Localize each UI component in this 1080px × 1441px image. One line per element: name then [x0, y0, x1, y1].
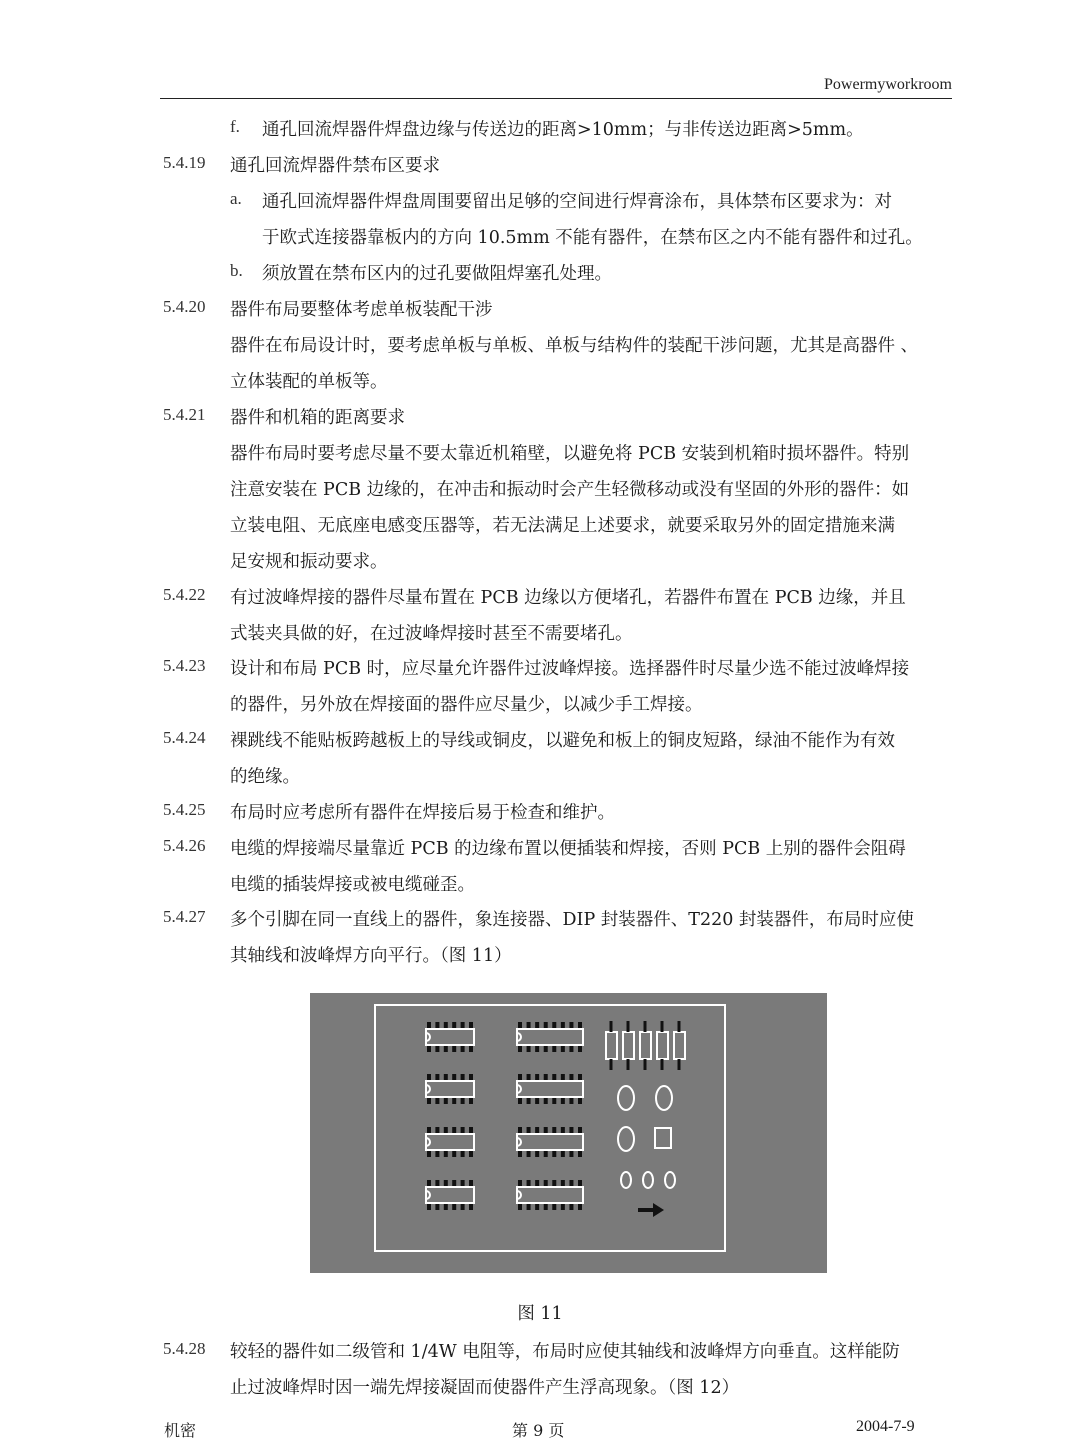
- dip-pin: [435, 1098, 439, 1104]
- dip-pin: [569, 1046, 573, 1052]
- dip-pin: [544, 1127, 548, 1133]
- dip-pin: [544, 1151, 548, 1157]
- dip-pin: [552, 1180, 556, 1186]
- paragraph-line: 立装电阻、无底座电感变压器等，若无法满足上述要求，就要采取另外的固定措施来满: [230, 516, 895, 536]
- paragraph-line: 止过波峰焊时因一端先焊接凝固而使器件产生浮高现象。（图 12）: [230, 1378, 740, 1398]
- dip-package-body: [517, 1134, 583, 1150]
- dip-pin: [569, 1127, 573, 1133]
- dip-pin: [427, 1204, 431, 1210]
- dip-pin: [469, 1022, 473, 1028]
- dip-pin: [444, 1204, 448, 1210]
- dip-pin: [461, 1074, 465, 1080]
- dip-pin: [561, 1127, 565, 1133]
- item-letter: a.: [230, 189, 242, 208]
- dip-pin: [527, 1022, 531, 1028]
- dip-pin: [527, 1127, 531, 1133]
- dip-pin: [527, 1074, 531, 1080]
- paragraph-line: 较轻的器件如二级管和 1/4W 电阻等，布局时应使其轴线和波峰焊方向垂直。这样能防: [230, 1342, 900, 1362]
- dip-pin: [427, 1098, 431, 1104]
- dip-pin: [552, 1204, 556, 1210]
- dip-pin: [578, 1046, 582, 1052]
- dip-pin: [452, 1127, 456, 1133]
- paragraph-line: 裸跳线不能贴板跨越板上的导线或铜皮，以避免和板上的铜皮短路，绿油不能作为有效: [230, 731, 895, 751]
- dip-pin: [461, 1127, 465, 1133]
- dip-packages: [426, 1022, 583, 1210]
- pcb-layout-illustration: [310, 993, 827, 1273]
- footer-date: 2004-7-9: [856, 1418, 915, 1435]
- dip-pin: [444, 1098, 448, 1104]
- dip-pin: [427, 1127, 431, 1133]
- dip-pin: [561, 1180, 565, 1186]
- dip-pin: [527, 1180, 531, 1186]
- paragraph-line: 布局时应考虑所有器件在焊接后易于检查和维护。: [230, 803, 615, 823]
- dip-pin: [469, 1098, 473, 1104]
- paragraph-line: 设计和布局 PCB 时，应尽量允许器件过波峰焊接。选择器件时尽量少选不能过波峰焊接: [230, 659, 910, 679]
- paragraph-line: 多个引脚在同一直线上的器件，象连接器、DIP 封装器件、T220 封装器件，布局时应使: [230, 910, 914, 930]
- dip-pin: [518, 1074, 522, 1080]
- dip-pin: [518, 1046, 522, 1052]
- dip-pin: [569, 1022, 573, 1028]
- dip-pin: [544, 1022, 548, 1028]
- dip-pin: [561, 1046, 565, 1052]
- dip-package-body: [517, 1081, 583, 1097]
- dip-pin: [469, 1151, 473, 1157]
- paragraph-line: 注意安装在 PCB 边缘的，在冲击和振动时会产生轻微移动或没有坚固的外形的器件：如: [230, 480, 910, 500]
- dip-package-body: [426, 1081, 474, 1097]
- dip-pin: [469, 1204, 473, 1210]
- dip-pin: [569, 1074, 573, 1080]
- section-heading: 器件布局要整体考虑单板装配干涉: [230, 300, 493, 320]
- dip-pin: [527, 1098, 531, 1104]
- section-number: 5.4.21: [163, 405, 206, 424]
- dip-pin: [578, 1151, 582, 1157]
- dip-pin: [461, 1022, 465, 1028]
- dip-pin: [569, 1204, 573, 1210]
- dip-pin: [535, 1151, 539, 1157]
- dip-package-body: [426, 1029, 474, 1045]
- dip-pin: [444, 1127, 448, 1133]
- dip-pin: [552, 1098, 556, 1104]
- item-letter: b.: [230, 261, 243, 280]
- dip-pin: [444, 1074, 448, 1080]
- dip-pin: [518, 1098, 522, 1104]
- dip-pin: [444, 1046, 448, 1052]
- item-text: 通孔回流焊器件焊盘周围要留出足够的空间进行焊膏涂布，具体禁布区要求为：对: [262, 192, 892, 212]
- dip-pin: [535, 1204, 539, 1210]
- paragraph-line: 式装夹具做的好，在过波峰焊接时甚至不需要堵孔。: [230, 624, 633, 644]
- dip-pin: [569, 1151, 573, 1157]
- item-text: 须放置在禁布区内的过孔要做阻焊塞孔处理。: [262, 264, 612, 284]
- dip-pin: [561, 1204, 565, 1210]
- dip-pin: [469, 1127, 473, 1133]
- section-heading: 器件和机箱的距离要求: [230, 408, 405, 428]
- dip-pin: [578, 1180, 582, 1186]
- dip-package-body: [426, 1187, 474, 1203]
- dip-package-body: [517, 1187, 583, 1203]
- paragraph-line: 的绝缘。: [230, 767, 300, 787]
- section-heading: 通孔回流焊器件禁布区要求: [230, 156, 440, 176]
- paragraph-line: 电缆的焊接端尽量靠近 PCB 的边缘布置以便插装和焊接，否则 PCB 上别的器件会阻碍: [230, 839, 906, 859]
- dip-pin: [435, 1046, 439, 1052]
- dip-pin: [552, 1022, 556, 1028]
- dip-pin: [544, 1204, 548, 1210]
- dip-package-body: [426, 1134, 474, 1150]
- paragraph-line: 电缆的插装焊接或被电缆碰歪。: [230, 875, 475, 895]
- dip-pin: [527, 1046, 531, 1052]
- section-number: 5.4.26: [163, 836, 206, 855]
- dip-pin: [552, 1127, 556, 1133]
- dip-pin: [435, 1022, 439, 1028]
- section-number: 5.4.20: [163, 297, 206, 316]
- section-number: 5.4.28: [163, 1339, 206, 1358]
- dip-pin: [469, 1046, 473, 1052]
- dip-pin: [518, 1204, 522, 1210]
- dip-pin: [561, 1098, 565, 1104]
- section-number: 5.4.25: [163, 800, 206, 819]
- dip-pin: [535, 1074, 539, 1080]
- header-rule: [160, 98, 952, 99]
- dip-pin: [561, 1151, 565, 1157]
- dip-pin: [561, 1022, 565, 1028]
- paragraph-line: 器件布局时要考虑尽量不要太靠近机箱壁，以避免将 PCB 安装到机箱时损坏器件。特别: [230, 444, 910, 464]
- dip-pin: [535, 1022, 539, 1028]
- dip-pin: [452, 1022, 456, 1028]
- figure-caption: 图 11: [517, 1304, 563, 1324]
- dip-pin: [527, 1204, 531, 1210]
- dip-pin: [469, 1180, 473, 1186]
- dip-pin: [452, 1098, 456, 1104]
- paragraph-line: 其轴线和波峰焊方向平行。（图 11）: [230, 946, 512, 966]
- dip-pin: [544, 1098, 548, 1104]
- dip-pin: [535, 1046, 539, 1052]
- dip-pin: [444, 1151, 448, 1157]
- dip-pin: [578, 1204, 582, 1210]
- dip-pin: [552, 1074, 556, 1080]
- dip-pin: [444, 1180, 448, 1186]
- paragraph-line: 的器件，另外放在焊接面的器件应尽量少，以减少手工焊接。: [230, 695, 703, 715]
- dip-pin: [527, 1151, 531, 1157]
- dip-pin: [518, 1180, 522, 1186]
- dip-pin: [452, 1074, 456, 1080]
- dip-pin: [535, 1098, 539, 1104]
- dip-pin: [544, 1180, 548, 1186]
- header-title: Powermyworkroom: [824, 76, 952, 93]
- dip-pin: [544, 1074, 548, 1080]
- dip-pin: [452, 1180, 456, 1186]
- paragraph-line: 器件在布局设计时，要考虑单板与单板、单板与结构件的装配干涉问题，尤其是高器件 、: [230, 336, 919, 356]
- section-number: 5.4.22: [163, 585, 206, 604]
- dip-pin: [427, 1074, 431, 1080]
- paragraph-line: 足安规和振动要求。: [230, 552, 388, 572]
- dip-pin: [461, 1046, 465, 1052]
- footer-page-number: 第 9 页: [512, 1421, 565, 1440]
- dip-pin: [578, 1098, 582, 1104]
- dip-pin: [561, 1074, 565, 1080]
- dip-pin: [435, 1151, 439, 1157]
- section-number: 5.4.23: [163, 656, 206, 675]
- dip-pin: [518, 1127, 522, 1133]
- dip-pin: [569, 1180, 573, 1186]
- dip-pin: [427, 1046, 431, 1052]
- vertical-components: [606, 1032, 685, 1059]
- dip-pin: [461, 1180, 465, 1186]
- wave-direction-arrow-icon: [638, 1203, 664, 1217]
- dip-pin: [435, 1180, 439, 1186]
- item-letter: f.: [230, 117, 240, 136]
- dip-pin: [435, 1127, 439, 1133]
- dip-pin: [518, 1022, 522, 1028]
- dip-pin: [544, 1046, 548, 1052]
- section-number: 5.4.27: [163, 907, 206, 926]
- dip-pin: [435, 1204, 439, 1210]
- figure-11-pcb-diagram: [310, 993, 827, 1273]
- section-number: 5.4.19: [163, 153, 206, 172]
- dip-pin: [578, 1074, 582, 1080]
- dip-pin: [552, 1151, 556, 1157]
- dip-pin: [461, 1098, 465, 1104]
- footer-confidential: 机密: [164, 1421, 197, 1440]
- dip-pin: [518, 1151, 522, 1157]
- round-components: [618, 1086, 675, 1188]
- dip-pin: [578, 1127, 582, 1133]
- dip-pin: [578, 1022, 582, 1028]
- dip-pin: [452, 1204, 456, 1210]
- section-number: 5.4.24: [163, 728, 206, 747]
- dip-pin: [461, 1151, 465, 1157]
- dip-pin: [427, 1151, 431, 1157]
- dip-pin: [552, 1046, 556, 1052]
- dip-pin: [427, 1022, 431, 1028]
- dip-pin: [535, 1180, 539, 1186]
- dip-pin: [469, 1074, 473, 1080]
- item-text: 于欧式连接器靠板内的方向 10.5mm 不能有器件，在禁布区之内不能有器件和过孔。: [262, 228, 923, 248]
- dip-pin: [452, 1151, 456, 1157]
- dip-pin: [435, 1074, 439, 1080]
- paragraph-line: 有过波峰焊接的器件尽量布置在 PCB 边缘以方便堵孔，若器件布置在 PCB 边缘，并且: [230, 588, 906, 608]
- paragraph-line: 立体装配的单板等。: [230, 372, 388, 392]
- dip-pin: [535, 1127, 539, 1133]
- dip-pin: [452, 1046, 456, 1052]
- dip-pin: [427, 1180, 431, 1186]
- dip-pin: [461, 1204, 465, 1210]
- dip-pin: [444, 1022, 448, 1028]
- dip-package-body: [517, 1029, 583, 1045]
- item-text: 通孔回流焊器件焊盘边缘与传送边的距离>10mm；与非传送边距离>5mm。: [262, 120, 864, 140]
- dip-pin: [569, 1098, 573, 1104]
